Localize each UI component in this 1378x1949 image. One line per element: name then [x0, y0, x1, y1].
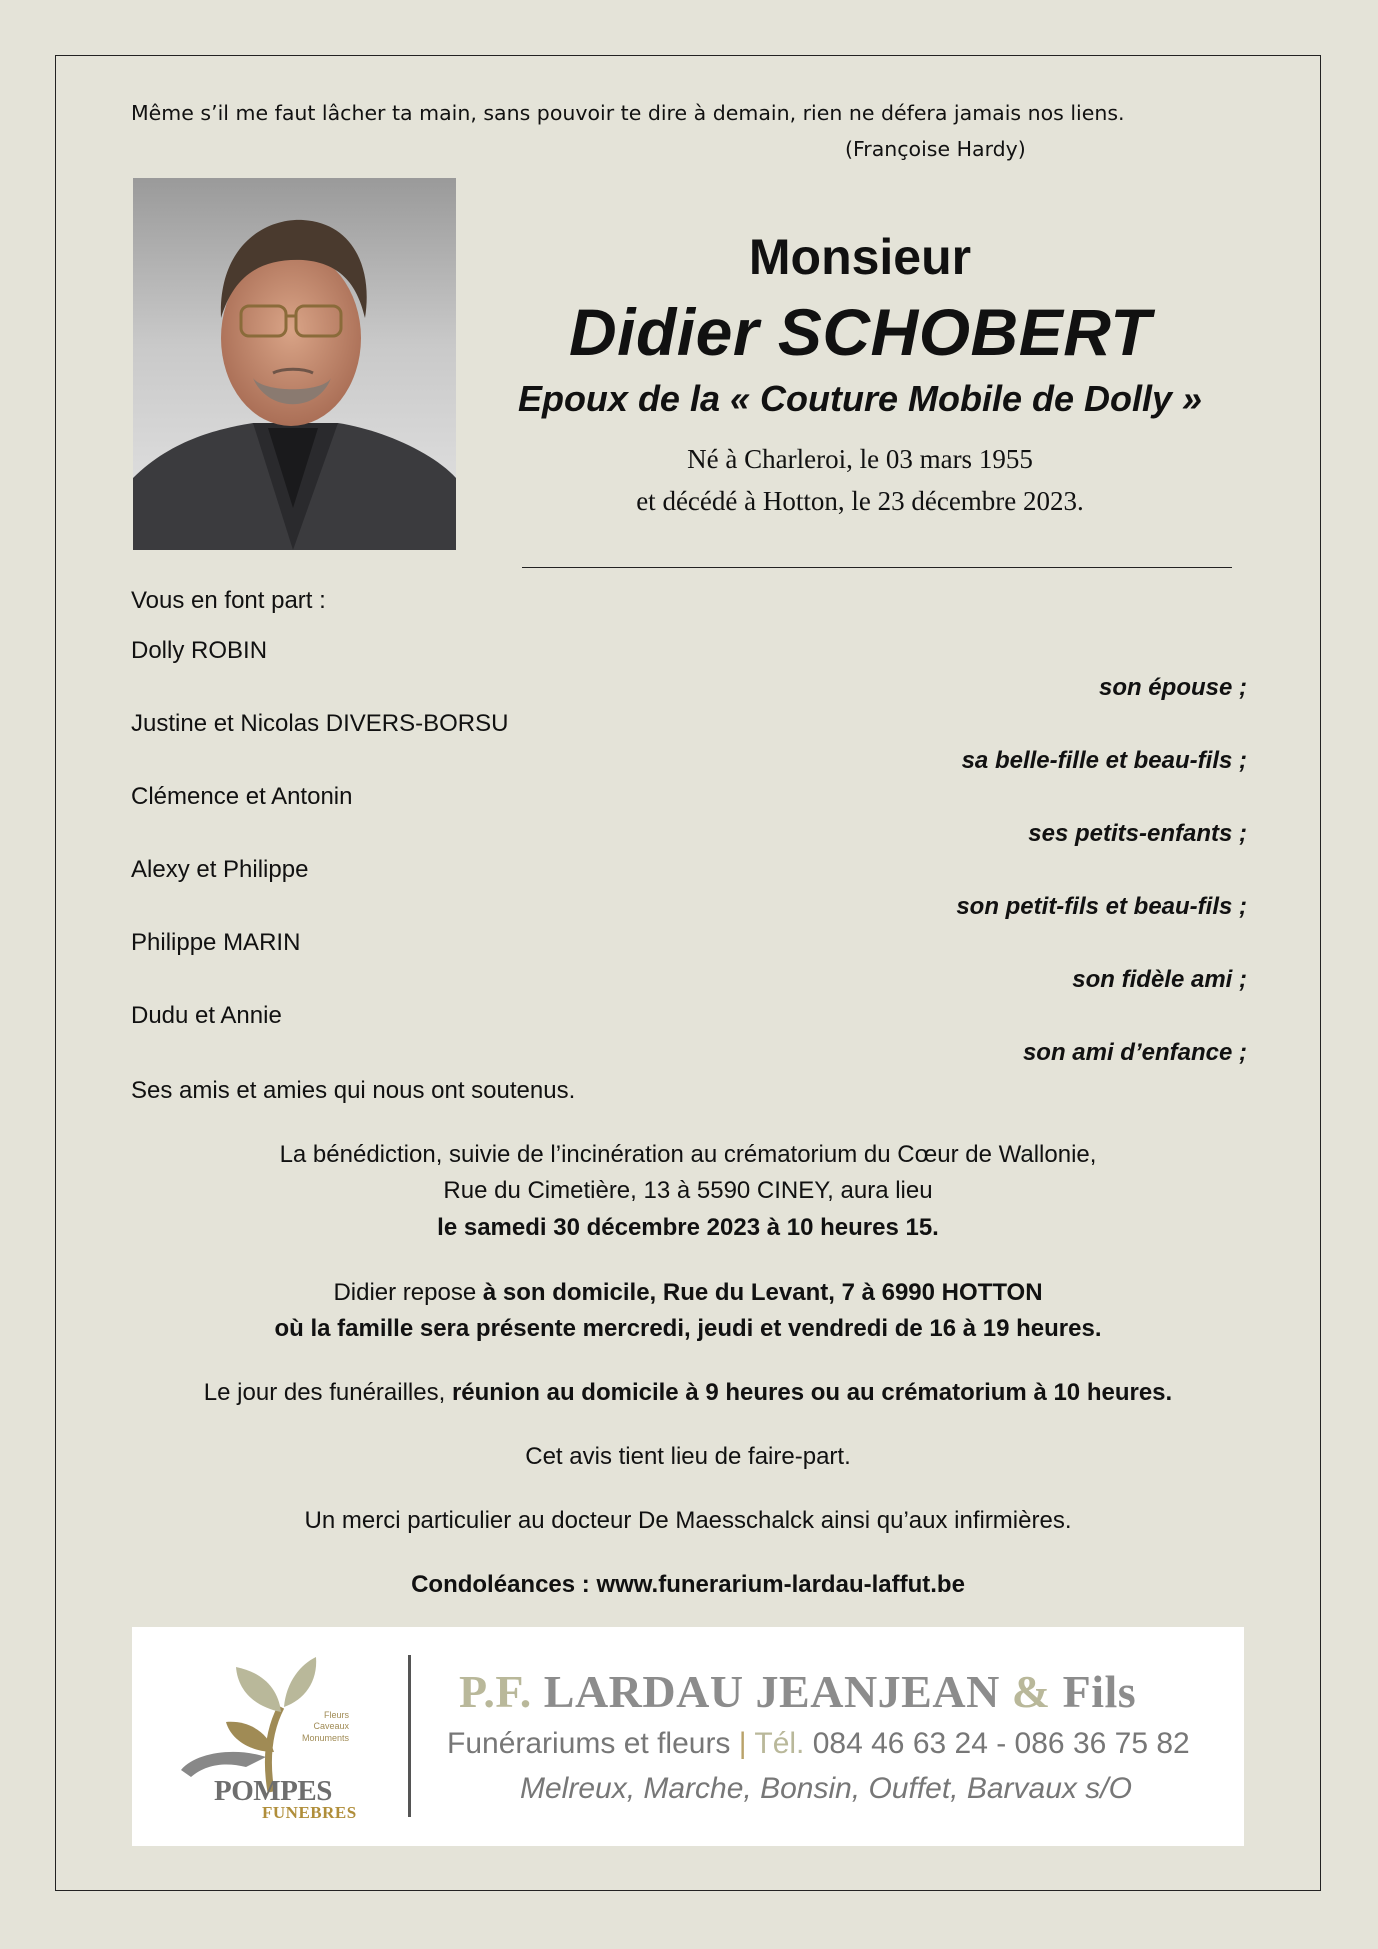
title-main: LARDAU JEANJEAN	[543, 1666, 1012, 1717]
quote-text: Même s’il me faut lâcher ta main, sans pouvoir te dire à demain, rien ne défera jamais nos liens.	[131, 101, 1125, 125]
family-relation: sa belle-fille et beau-fils ;	[961, 747, 1247, 774]
ceremony-line-2: Rue du Cimetière, 13 à 5590 CINEY, aura lieu	[443, 1177, 933, 1204]
logo-tagline	[302, 1710, 349, 1744]
family-relation: ses petits-enfants ;	[1028, 820, 1247, 847]
logo-tagline-3: Monuments	[302, 1732, 350, 1743]
ceremony-date: le samedi 30 décembre 2023 à 10 heures 15.	[437, 1214, 939, 1241]
epithet: Epoux de la « Couture Mobile de Dolly »	[517, 378, 1203, 419]
funeral-day-line	[131, 1379, 1245, 1407]
divider-line	[522, 567, 1232, 568]
family-name: Justine et Nicolas DIVERS-BORSU	[131, 710, 509, 737]
tel-numbers: 084 46 63 24 - 086 36 75 82	[812, 1727, 1190, 1760]
funeral-day-prefix: Le jour des funérailles,	[203, 1379, 452, 1406]
family-relation: son épouse ;	[1098, 674, 1247, 701]
family-name: Clémence et Antonin	[131, 783, 353, 810]
portrait-photo	[133, 178, 456, 550]
banner-divider	[408, 1655, 411, 1817]
family-name: Dudu et Annie	[131, 1002, 282, 1029]
quote-author: (Françoise Hardy)	[845, 137, 1026, 161]
title-pf: P.F.	[459, 1666, 544, 1717]
funeral-day-bold: réunion au domicile à 9 heures ou au crématorium à 10 heures.	[451, 1379, 1173, 1406]
family-relation: son fidèle ami ;	[1072, 966, 1247, 993]
logo-pompes: POMPES	[214, 1775, 332, 1807]
rest-line-2: où la famille sera présente mercredi, jeudi et vendredi de 16 à 19 heures.	[274, 1315, 1102, 1342]
thanks-text: Un merci particulier au docteur De Maesschalck ainsi qu’aux infirmières.	[304, 1507, 1072, 1534]
logo-tagline-2: Caveaux	[313, 1721, 350, 1732]
family-relation: son ami d’enfance ;	[1022, 1039, 1247, 1066]
rest-prefix: Didier repose	[333, 1279, 483, 1306]
logo-funebres: FUNEBRES	[262, 1803, 357, 1822]
funeral-home-banner	[132, 1627, 1244, 1846]
honorific: Monsieur	[748, 229, 972, 285]
tel-label: Tél.	[754, 1727, 813, 1760]
deceased-name: Didier SCHOBERT	[568, 295, 1152, 369]
ceremony-line-1: La bénédiction, suivie de l’incinération au crématorium du Cœur de Wallonie,	[279, 1141, 1097, 1168]
title-fils: Fils	[1062, 1666, 1137, 1717]
funeral-home-name	[459, 1665, 1136, 1718]
funeral-home-locations: Melreux, Marche, Bonsin, Ouffet, Barvaux s/O	[520, 1772, 1132, 1805]
rest-address: à son domicile, Rue du Levant, 7 à 6990 HOTTON	[482, 1279, 1043, 1306]
separator: |	[738, 1727, 755, 1760]
friends-text: Ses amis et amies qui nous ont soutenus.	[131, 1077, 576, 1104]
intro-text: Vous en font part :	[131, 587, 326, 614]
funeral-home-contact	[447, 1727, 1190, 1761]
condolences-text: Condoléances : www.funerarium-lardau-laffut.be	[411, 1571, 965, 1598]
rest-line-1	[131, 1279, 1245, 1307]
family-name: Dolly ROBIN	[131, 637, 268, 664]
logo-tagline-1: Fleurs	[324, 1710, 350, 1720]
birth-line: Né à Charleroi, le 03 mars 1955	[687, 444, 1033, 474]
services-text: Funérariums et fleurs	[447, 1727, 739, 1760]
family-name: Philippe MARIN	[131, 929, 301, 956]
family-name: Alexy et Philippe	[131, 856, 309, 883]
family-relation: son petit-fils et beau-fils ;	[956, 893, 1247, 920]
title-amp: &	[1011, 1666, 1063, 1717]
death-line: et décédé à Hotton, le 23 décembre 2023.	[636, 486, 1084, 516]
notice-text: Cet avis tient lieu de faire-part.	[525, 1443, 851, 1470]
